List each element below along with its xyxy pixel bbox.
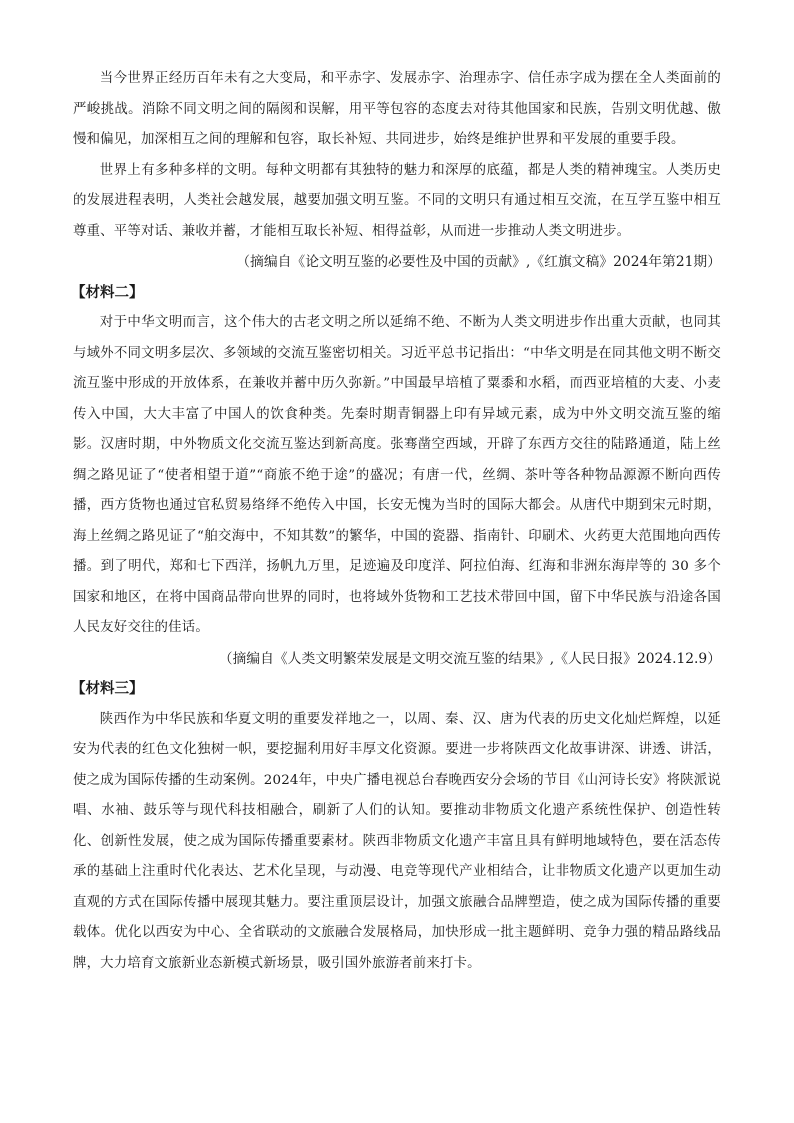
material-two-heading: 【材料二】 xyxy=(71,284,144,301)
material-one-source: （摘编自《论文明互鉴的必要性及中国的贡献》,《红旗文稿》2024年第21期） xyxy=(236,254,721,270)
material-two-source: （摘编自《人类文明繁荣发展是文明交流互鉴的结果》,《人民日报》2024.12.9） xyxy=(218,650,721,667)
material-three-paragraph-1: 陕西作为中华民族和华夏文明的重要发祥地之一，以周、秦、汉、唐为代表的历史文化灿烂辉煌，以延安为代表的红色文化独树一帜，要挖掘利用好丰厚文化资源。要进一步将陕西文化故事讲深、讲透、讲活，使之成为国际传播的生动案例。2024年，中央广播电视总台春晚西安分会场的节目《山河诗长安》将陕派说唱、水袖、鼓乐等与现代科技相融合，刷新了人们的认知。要推动非物质文化遗产系统性保护、创造性转化、创新性发展，使之成为国际传播重要素材。陕西非物质文化遗产丰富且具有鲜明地域特色，要在活态传承的基础上注重时代化表达、艺术化呈现，与动漫、电竞等现代产业相结合，让非物质文化遗产以更加生动直观的方式在国际传播中展现其魅力。要注重顶层设计，加强文旅融合品牌塑造，使之成为国际传播的重要载体。优化以西安为中心、全省联动的文旅融合发展格局，加快形成一批主题鲜明、竞争力强的精品路线品牌，大力培育文旅新业态新模式新场景，吸引国外旅游者前来打卡。 xyxy=(73,711,721,971)
material-two-section xyxy=(73,278,721,675)
material-one-section xyxy=(73,64,721,278)
material-three-section xyxy=(73,674,721,979)
material-one-paragraph-2: 世界上有多种多样的文明。每种文明都有其独特的魅力和深厚的底蕴，都是人类的精神瑰宝。人类历史的发展进程表明，人类社会越发展，越要加强文明互鉴。不同的文明只有通过相互交流，在互学互鉴中相互尊重、平等对话、兼收并蓄，才能相互取长补短、相得益彰，从而进一步推动人类文明进步。 xyxy=(73,162,721,239)
material-three-heading: 【材料三】 xyxy=(71,681,144,697)
material-two-paragraph-1: 对于中华文明而言，这个伟大的古老文明之所以延绵不绝、不断为人类文明进步作出重大贡献，也同其与域外不同文明多层次、多领域的交流互鉴密切相关。习近平总书记指出：“中华文明是在同其他文明不断交流互鉴中形成的开放体系，在兼收并蓄中历久弥新。”中国最早培植了粟黍和水稻，而西亚培植的大麦、小麦传入中国，大大丰富了中国人的饮食种类。先秦时期青铜器上印有异域元素，成为中外文明交流互鉴的缩影。汉唐时期，中外物质文化交流互鉴达到新高度。张骞凿空西域，开辟了东西方交往的陆路通道，陆上丝绸之路见证了“使者相望于道”“商旅不绝于途”的盛况；有唐一代，丝绸、茶叶等各种物品源源不断向西传播，西方货物也通过官私贸易络绎不绝传入中国，长安无愧为当时的国际大都会。从唐代中期到宋元时期，海上丝绸之路见证了“舶交海中，不知其数”的繁华，中国的瓷器、指南针、印刷术、火药更大范围地向西传播。到了明代，郑和七下西洋，扬帆九万里，足迹遍及印度洋、阿拉伯海、红海和非洲东海岸等的 30 多个国家和地区，在将中国商品带向世界的同时，也将域外货物和工艺技术带回中国，留下中华民族与沿途各国人民友好交往的佳话。 xyxy=(73,315,721,635)
material-one-paragraph-1: 当今世界正经历百年未有之大变局，和平赤字、发展赤字、治理赤字、信任赤字成为摆在全人类面前的严峻挑战。消除不同文明之间的隔阂和误解，用平等包容的态度去对待其他国家和民族，告别文明优越、傲慢和偏见，加深相互之间的理解和包容，取长补短、共同进步，始终是维护世界和平发展的重要手段。 xyxy=(73,71,721,147)
